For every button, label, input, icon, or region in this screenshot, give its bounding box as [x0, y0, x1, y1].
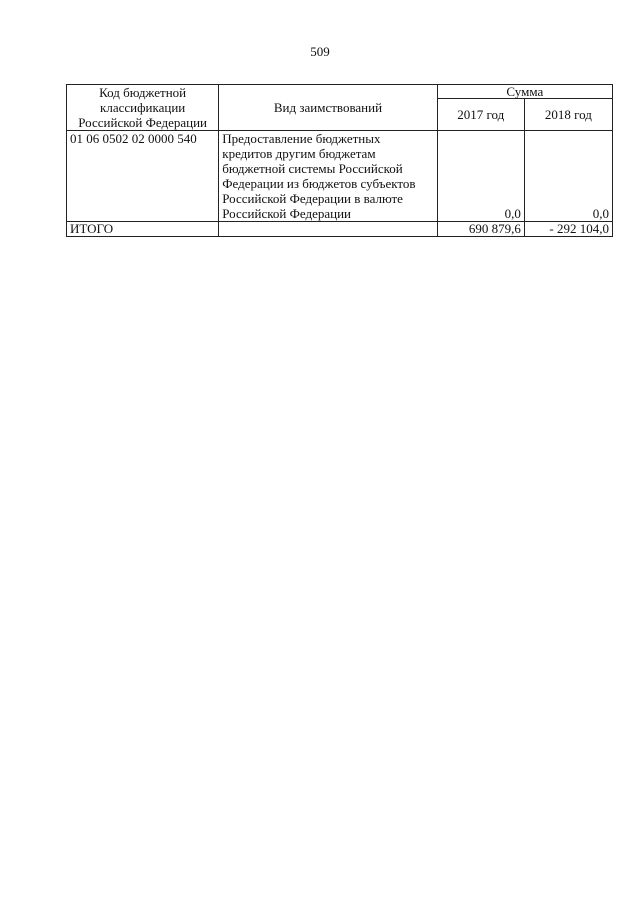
- header-year-2017: 2017 год: [437, 99, 524, 131]
- row-kind: Предоставление бюджетных кредитов другим бюджетам бюджетной системы Российской Федерации из бюджетов субъектов Российской Федерации в валюте Российской Федерации: [219, 131, 437, 222]
- table-header-row: [67, 85, 613, 99]
- table-row: [67, 131, 613, 222]
- page-number: 509: [310, 44, 330, 59]
- header-kind: Вид заимствований: [219, 85, 437, 131]
- header-sum: Сумма: [437, 85, 612, 99]
- borrowings-table: [66, 84, 613, 237]
- row-value-2018: 0,0: [524, 131, 612, 222]
- table-total-row: [67, 222, 613, 237]
- header-year-2018: 2018 год: [524, 99, 612, 131]
- total-value-2017: 690 879,6: [437, 222, 524, 237]
- row-value-2017: 0,0: [437, 131, 524, 222]
- row-code: 01 06 0502 02 0000 540: [67, 131, 219, 222]
- total-value-2018: - 292 104,0: [524, 222, 612, 237]
- total-label: ИТОГО: [67, 222, 219, 237]
- header-code: Код бюджетной классификации Российской Федерации: [67, 85, 219, 131]
- total-empty-cell: [219, 222, 437, 237]
